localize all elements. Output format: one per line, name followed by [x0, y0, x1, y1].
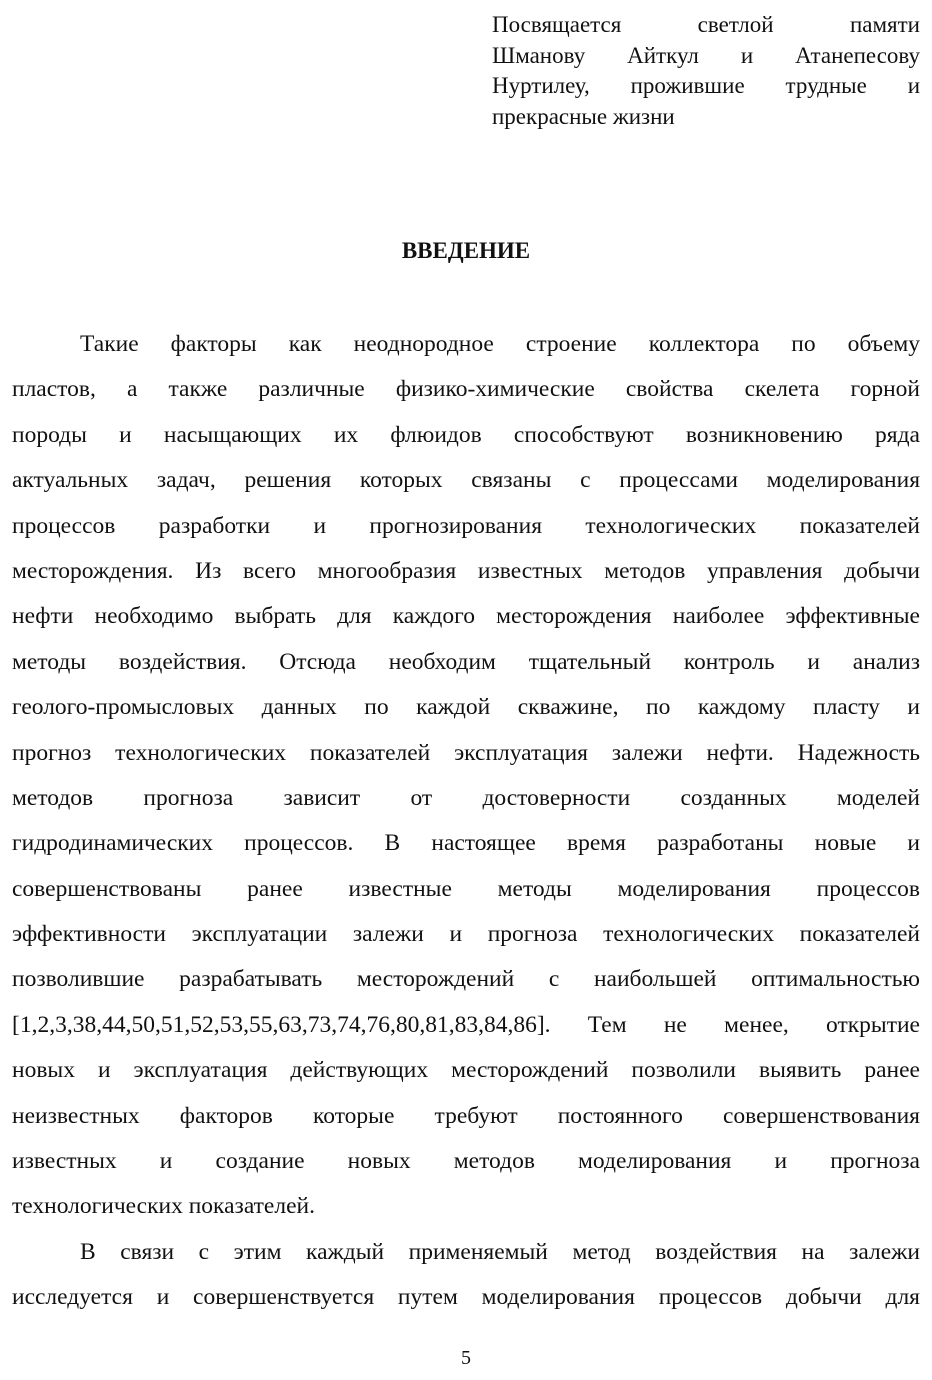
- paragraph-line: породы и насыщающих их флюидов способствуют возникновению ряда: [12, 421, 920, 448]
- paragraph-line: исследуется и совершенствуется путем моделирования процессов добычи для: [12, 1284, 920, 1311]
- dedication: [492, 10, 920, 132]
- paragraph-line: В связи с этим каждый применяемый метод воздействия на залежи: [80, 1238, 920, 1265]
- paragraph-line: процессов разработки и прогнозирования технологических показателей: [12, 512, 920, 539]
- paragraph-line: методов прогноза зависит от достоверности созданных моделей: [12, 784, 920, 811]
- paragraph-line: геолого-промысловых данных по каждой скважине, по каждому пласту и: [12, 694, 920, 721]
- paragraph-line: совершенствованы ранее известные методы моделирования процессов: [12, 875, 920, 902]
- dedication-line: прекрасные жизни: [492, 103, 675, 129]
- paragraph-line: прогноз технологических показателей эксплуатация залежи нефти. Надежность: [12, 739, 920, 766]
- paragraph-line: нефти необходимо выбрать для каждого месторождения наиболее эффективные: [12, 603, 920, 630]
- paragraph-line: актуальных задач, решения которых связаны с процессами моделирования: [12, 467, 920, 494]
- paragraph-line: [1,2,3,38,44,50,51,52,53,55,63,73,74,76,80,81,83,84,86]. Тем не менее, открытие: [12, 1011, 920, 1038]
- body-text: [12, 322, 920, 1321]
- dedication-line: Шманову Айткул и Атанепесову: [492, 42, 920, 68]
- dedication-line: Посвящается светлой памяти: [492, 12, 920, 37]
- paragraph-line: методы воздействия. Отсюда необходим тщательный контроль и анализ: [12, 648, 920, 675]
- dedication-line: Нуртилеу, прожившие трудные и: [492, 73, 920, 98]
- paragraph-line: эффективности эксплуатации залежи и прогноза технологических показателей: [12, 921, 920, 948]
- paragraph-line: гидродинамических процессов. В настоящее время разработаны новые и: [12, 830, 920, 857]
- paragraph-line: Такие факторы как неоднородное строение коллектора по объему: [80, 331, 920, 357]
- paragraph-line: позволившие разрабатывать месторождений с наибольшей оптимальностью: [12, 966, 920, 993]
- paragraph-line: пластов, а также различные физико-химические свойства скелета горной: [12, 376, 920, 403]
- paragraph-line: новых и эксплуатация действующих месторождений позволили выявить ранее: [12, 1057, 920, 1084]
- section-heading: ВВЕДЕНИЕ: [401, 238, 531, 263]
- page-number: 5: [461, 1347, 471, 1369]
- paragraph-line: технологических показателей.: [12, 1193, 315, 1220]
- paragraph-line: неизвестных факторов которые требуют постоянного совершенствования: [12, 1102, 920, 1129]
- paragraph-line: месторождения. Из всего многообразия известных методов управления добычи: [12, 557, 920, 584]
- paragraph-line: известных и создание новых методов моделирования и прогноза: [12, 1148, 920, 1175]
